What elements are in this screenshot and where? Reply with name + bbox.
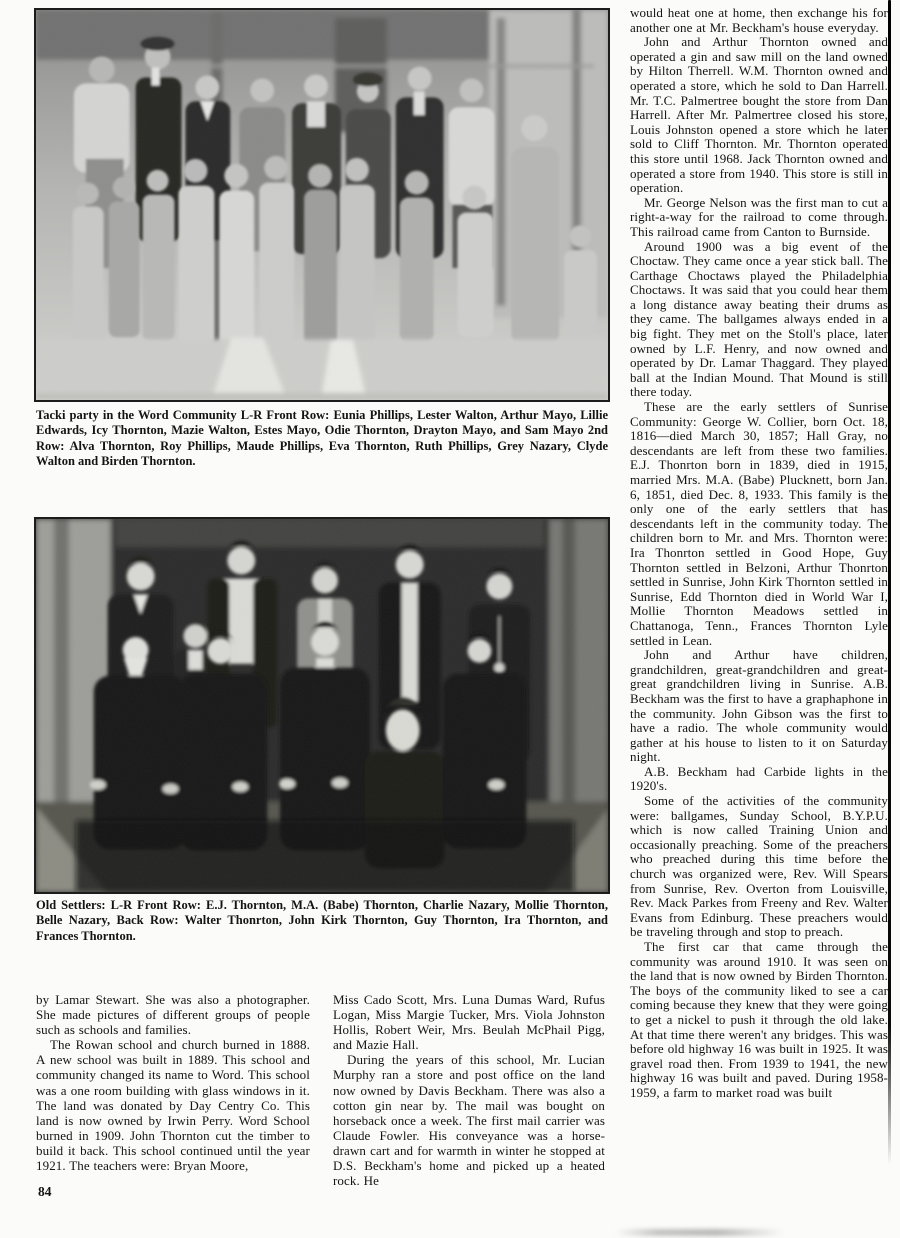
right-column xyxy=(630,6,888,1181)
paragraph: John and Arthur Thornton owned and operated a gin and saw mill on the land owned by Hilton Therrell. W.M. Thornton owned and operated a store, which he sold to Dan Harrell. Mr. T.C. Palmertree bought the store from Dan Harrell. After Mr. Palmertree closed his store, Louis Johnston opened a store which he later sold to Cliff Thornton. Mr. Thornton operated this store until 1968. Jack Thornton owned and operated a store from 1940. This store is still in operation. xyxy=(630,34,888,196)
paragraph: The first car that came through the community was around 1910. It was seen on the land that is now owned by Birden Thornton. The boys of the community liked to see a car coming because they knew that they were going to get a nickel to push it through the old lake. At that time there weren't any bridges. This was before old highway 16 was built in 1925. It was gravel road then. From 1939 to 1941, the new highway 16 was built and paved. During 1958-1959, a farm to market road was built xyxy=(630,939,888,1100)
paragraph: Around 1900 was a big event of the Choctaw. They came once a year stick ball. The Carthage Choctaws played the Philadelphia Choctaws. It was said that you could hear them a long distance away beating their drums as they came. The ballgames always ended in a big fight. They met on the Stoll's place, later owned by L.F. Henry, and now owned and operated by Dr. Lamar Thaggard. They played ball at the Indian Mound. That Mound is still there today. xyxy=(630,238,888,400)
bottom-left-column xyxy=(36,992,310,1188)
paragraph: Mr. George Nelson was the first man to cut a right-a-way for the railroad to come through. This railroad came from Canton to Burnside. xyxy=(630,194,888,239)
paragraph: Some of the activities of the community were: ballgames, Sunday School, B.Y.P.U. which is now called Training Union and occasionally preaching. Some of the preachers who preached during this time before the church was organized were, Rev. Will Spears from Sunrise, Rev. Overton from Louisville, Rev. Mack Parkes from Freeny and Rev. Walter Evans from Edinburg. These preachers would be traveling through and stop to preach. xyxy=(630,793,888,940)
old-settlers-illustration xyxy=(36,519,608,892)
paragraph: During the years of this school, Mr. Lucian Murphy ran a store and post office on the land now owned by Davis Beckham. There was also a cotton gin near by. The mail was bought on horseback once a week. The first mail carrier was Claude Fowler. His conveyance was a horse-drawn cart and for warmth in winter he stopped at D.S. Beckham's home and picked up a heated rock. He xyxy=(333,1052,605,1188)
paragraph: by Lamar Stewart. She was also a photographer. She made pictures of different groups of people such as schools and families. xyxy=(36,992,310,1038)
bottom-middle-column xyxy=(333,992,605,1188)
paragraph: A.B. Beckham had Carbide lights in the 1920's. xyxy=(630,763,888,794)
page-number: 84 xyxy=(38,1184,52,1199)
paragraph: would heat one at home, then exchange his for another one at Mr. Beckham's house everyday. xyxy=(630,6,888,35)
paragraph: These are the early settlers of Sunrise Community: George W. Collier, born Oct. 18, 1816—died March 30, 1857; Hall Gray, no descendants are left from these two families. E.J. Thonrton born in 1839, died in 1915, married Mrs. M.A. (Babe) Plucknett, born Jan. 6, 1851, died Dec. 8, 1933. This family is the only one of the early settlers that has descendants left in the community today. The children born to Mr. and Mrs. Thornton were: Ira Thonrton settled in Good Hope, Guy Thornton settled in Belzoni, Arthur Thonrton settled in Sunrise, John Kirk Thornton settled in Sunrise, Edd Thornton died in World War I, Mollie Thornton Meadows settled in Chattanoga, Tenn., Frances Thornton Lyle settled in Lean. xyxy=(630,399,888,648)
old-settlers-caption: Old Settlers: L-R Front Row: E.J. Thornton, M.A. (Babe) Thornton, Charlie Nazary, Mollie Thornton, Belle Nazary, Back Row: Walter Thonrton, John Kirk Thornton, Guy Thornton, Ira Thornton, and Frances Thornton. xyxy=(36,898,608,943)
tacki-party-illustration xyxy=(36,10,608,400)
old-settlers-photo xyxy=(34,517,610,894)
paragraph: Miss Cado Scott, Mrs. Luna Dumas Ward, Rufus Logan, Miss Margie Tucker, Mrs. Viola Johnston Hollis, Robert Weir, Mrs. Beulah McPhail Pigg, and Mazie Hall. xyxy=(333,992,605,1053)
tacki-party-photo xyxy=(34,8,610,402)
scan-smudge xyxy=(616,1229,784,1236)
tacki-party-caption: Tacki party in the Word Community L-R Front Row: Eunia Phillips, Lester Walton, Arthur Mayo, Lillie Edwards, Icy Thornton, Mazie Walton, Estes Mayo, Odie Thornton, Drayton Mayo, and Sam Mayo 2nd Row: Alva Thornton, Roy Phillips, Maude Phillips, Eva Thornton, Ruth Phillips, Grey Nazary, Clyde Walton and Birden Thornton. xyxy=(36,408,608,469)
scan-edge-line xyxy=(888,0,891,1165)
paragraph: John and Arthur have children, grandchildren, great-grandchildren and great-great grandchildren living in Sunrise. A.B. Beckham was the first to have a graphaphone in the community. John Gibson was the first to have a radio. The whole community would gather at his house to listen to it on Saturday night. xyxy=(630,647,888,765)
paragraph: The Rowan school and church burned in 1888. A new school was built in 1889. This school and community changed its name to Word. This school was a one room building with glass windows in it. The land was donated by Day Centry Co. This land is now owned by Irwin Perry. Word School burned in 1909. John Thornton cut the timber to build it back. This school continued until the year 1921. The teachers were: Bryan Moore, xyxy=(36,1037,310,1174)
